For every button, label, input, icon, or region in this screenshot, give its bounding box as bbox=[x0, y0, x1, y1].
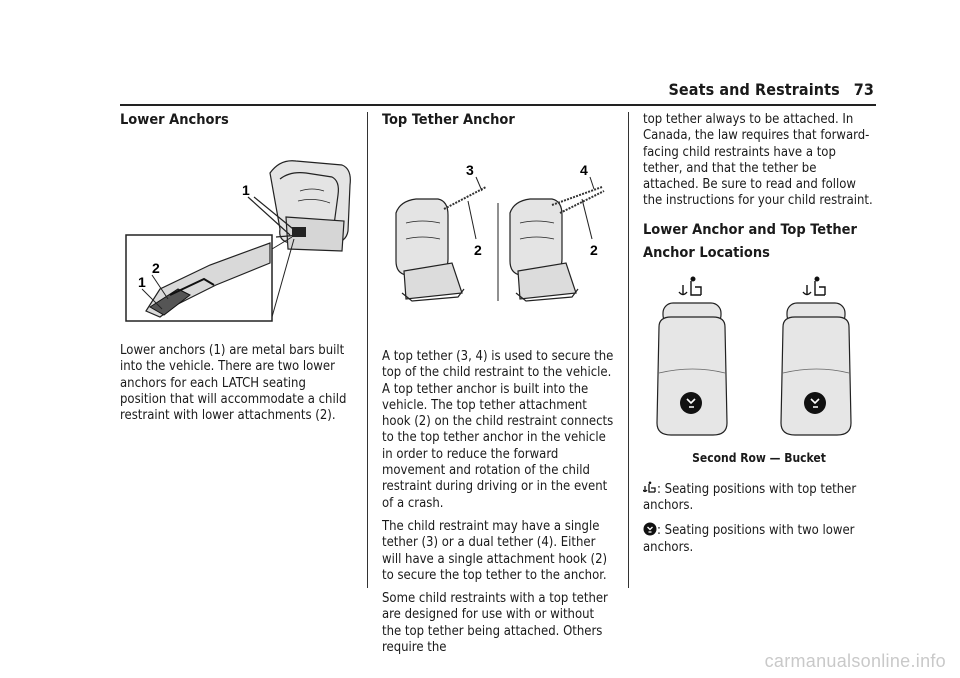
label-2a: 2 bbox=[474, 242, 482, 258]
seat-dual-tether bbox=[510, 199, 578, 301]
label-3: 3 bbox=[466, 162, 474, 178]
legend-lower-anchor bbox=[643, 522, 875, 556]
column-anchor-locations bbox=[643, 112, 875, 556]
running-head bbox=[668, 80, 874, 99]
top-tether-icon bbox=[679, 277, 701, 295]
label-2b: 2 bbox=[590, 242, 598, 258]
label-1-top: 1 bbox=[242, 182, 250, 198]
top-tether-figure bbox=[382, 143, 614, 313]
column-lower-anchors bbox=[120, 112, 352, 424]
continued-paragraph: top tether always to be attached. In Canada, the law requires that forward-facing child restraints have a top tether, and that the tether be attached. Be sure to read and follow the instructions for your child restraint. bbox=[643, 112, 873, 209]
inset-detail bbox=[126, 235, 294, 321]
lower-anchor-icon bbox=[643, 522, 657, 536]
column-top-tether bbox=[382, 112, 614, 656]
heading-lower-anchors: Lower Anchors bbox=[120, 112, 229, 128]
lower-anchors-paragraph: Lower anchors (1) are metal bars built into the vehicle. There are two lower anchors for each LATCH seating position that will accommodate a child restraint with lower attachments (2). bbox=[120, 343, 347, 424]
seat-single-tether bbox=[396, 199, 464, 301]
figure-caption: Second Row — Bucket bbox=[692, 450, 826, 465]
header-rule bbox=[120, 104, 876, 106]
legend-top-tether bbox=[643, 481, 875, 515]
top-tether-paragraph-3: Some child restraints with a top tether are designed for use with or without the top tether being attached. Others require the bbox=[382, 591, 608, 656]
top-tether-paragraph-2: The child restraint may have a single tether (3) or a dual tether (4). Either will have a single attachment hook (2) to secure the top tether to the anchor. bbox=[382, 518, 608, 583]
legend-top-tether-text: : Seating positions with top tether anchors. bbox=[643, 481, 857, 514]
top-tether-paragraph-1: A top tether (3, 4) is used to secure the top of the child restraint to the vehicle. A top tether anchor is built into the vehicle. The top tether attachment hook (2) on the child restraint connects to the top tether anchor in the vehicle in order to reduce the forward movement and rotation of the child restraint during driving or in the event of a crash. bbox=[382, 349, 614, 511]
label-4: 4 bbox=[580, 162, 588, 178]
watermark: carmanualsonline.info bbox=[764, 651, 946, 671]
heading-anchor-locations: Lower Anchor and Top Tether Anchor Locations bbox=[643, 221, 857, 261]
heading-top-tether-anchor: Top Tether Anchor bbox=[382, 112, 515, 128]
right-bucket-seat bbox=[781, 277, 851, 435]
lower-anchors-figure bbox=[120, 139, 352, 329]
top-tether-icon bbox=[803, 277, 825, 295]
column-divider bbox=[628, 112, 629, 588]
top-tether-icon bbox=[643, 481, 657, 495]
leader-2a bbox=[468, 201, 476, 239]
left-bucket-seat bbox=[657, 277, 727, 435]
column-divider bbox=[367, 112, 368, 588]
child-seat-illustration bbox=[270, 161, 350, 251]
legend-lower-anchor-text: : Seating positions with two lower anchors. bbox=[643, 523, 855, 555]
seat-locations-figure bbox=[643, 273, 875, 445]
label-1-bottom: 1 bbox=[138, 274, 146, 290]
page-number: 73 bbox=[853, 80, 874, 99]
anchor-bar bbox=[292, 227, 306, 237]
section-title: Seats and Restraints bbox=[668, 80, 840, 99]
single-tether-strap bbox=[444, 187, 486, 209]
label-2: 2 bbox=[152, 260, 160, 276]
